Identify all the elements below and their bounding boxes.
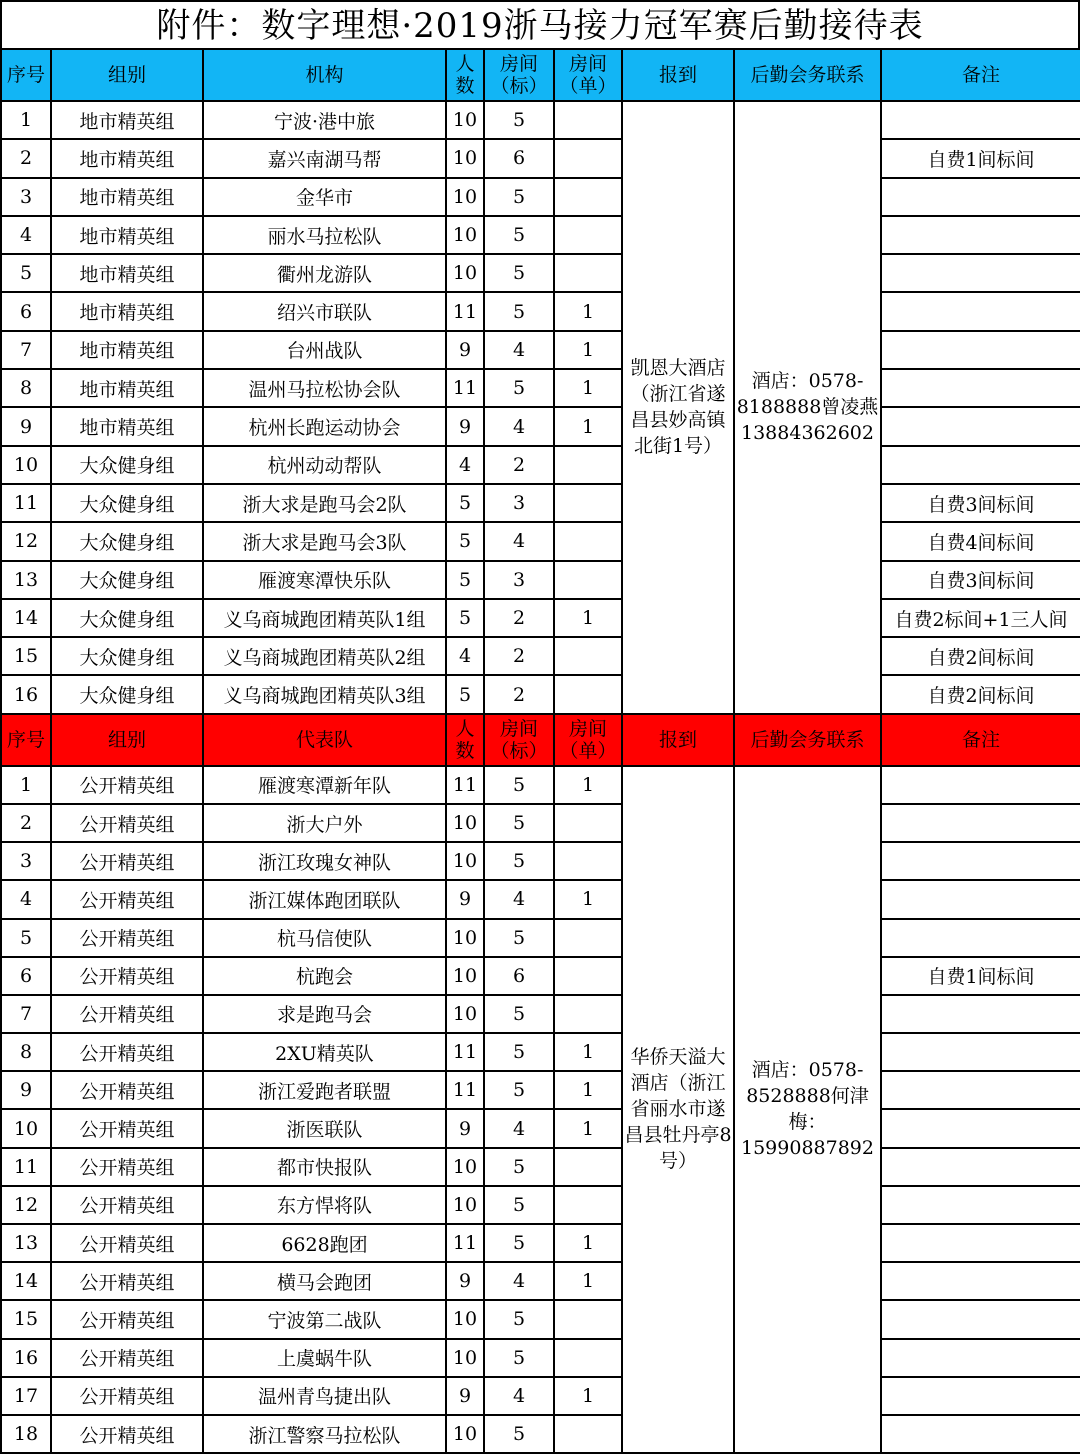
cell-people: 10	[446, 178, 484, 216]
cell-people: 10	[446, 254, 484, 292]
header-people: 人数	[446, 49, 484, 101]
cell-org: 雁渡寒潭快乐队	[203, 561, 446, 599]
cell-room-std: 5	[484, 804, 554, 842]
cell-room-single: 1	[554, 407, 622, 445]
cell-remark	[881, 1300, 1080, 1338]
cell-people: 9	[446, 880, 484, 918]
cell-room-single	[554, 1415, 622, 1453]
cell-org: 温州青鸟捷出队	[203, 1377, 446, 1415]
header-checkin: 报到	[622, 714, 734, 766]
cell-room-single	[554, 637, 622, 675]
cell-room-std: 5	[484, 1415, 554, 1453]
cell-people: 5	[446, 599, 484, 637]
cell-room-std: 5	[484, 1148, 554, 1186]
cell-group: 公开精英组	[51, 1262, 203, 1300]
cell-room-single	[554, 216, 622, 254]
table-row	[1, 766, 1080, 804]
contact-info: 酒店：0578-8528888何津梅：15990887892	[734, 766, 881, 1453]
table-row	[1, 1415, 1080, 1453]
cell-org: 浙大求是跑马会3队	[203, 522, 446, 560]
cell-remark: 自费1间标间	[881, 139, 1080, 177]
cell-org: 义乌商城跑团精英队3组	[203, 675, 446, 713]
header-room-single: 房间（单）	[554, 49, 622, 101]
cell-no: 15	[1, 1300, 51, 1338]
table-row	[1, 842, 1080, 880]
cell-remark	[881, 1262, 1080, 1300]
cell-room-single	[554, 178, 622, 216]
table-row	[1, 957, 1080, 995]
cell-room-std: 4	[484, 880, 554, 918]
contact-info: 酒店：0578-8188888曾凌燕13884362602	[734, 101, 881, 714]
cell-room-std: 2	[484, 675, 554, 713]
cell-group: 大众健身组	[51, 561, 203, 599]
cell-people: 10	[446, 842, 484, 880]
cell-people: 10	[446, 1300, 484, 1338]
cell-remark	[881, 1109, 1080, 1147]
checkin-hotel: 凯恩大酒店（浙江省遂昌县妙高镇北街1号）	[622, 101, 734, 714]
cell-room-single	[554, 919, 622, 957]
cell-group: 公开精英组	[51, 1339, 203, 1377]
cell-remark	[881, 407, 1080, 445]
cell-no: 3	[1, 178, 51, 216]
cell-no: 10	[1, 1109, 51, 1147]
cell-room-std: 5	[484, 254, 554, 292]
cell-group: 地市精英组	[51, 331, 203, 369]
table-row	[1, 216, 1080, 254]
cell-room-single	[554, 101, 622, 139]
table-row	[1, 484, 1080, 522]
cell-room-std: 5	[484, 919, 554, 957]
cell-room-std: 5	[484, 178, 554, 216]
cell-people: 10	[446, 1186, 484, 1224]
cell-no: 2	[1, 804, 51, 842]
cell-room-single: 1	[554, 1071, 622, 1109]
cell-room-single: 1	[554, 369, 622, 407]
header-group: 组别	[51, 49, 203, 101]
cell-group: 地市精英组	[51, 254, 203, 292]
cell-org: 浙医联队	[203, 1109, 446, 1147]
cell-people: 11	[446, 1071, 484, 1109]
cell-no: 5	[1, 254, 51, 292]
cell-room-std: 5	[484, 1224, 554, 1262]
cell-remark	[881, 1224, 1080, 1262]
cell-group: 地市精英组	[51, 139, 203, 177]
cell-room-single	[554, 995, 622, 1033]
cell-room-std: 5	[484, 1186, 554, 1224]
cell-org: 绍兴市联队	[203, 292, 446, 330]
cell-room-single	[554, 1339, 622, 1377]
table-row	[1, 637, 1080, 675]
header-contact: 后勤会务联系	[734, 49, 881, 101]
cell-remark	[881, 216, 1080, 254]
table-row	[1, 407, 1080, 445]
table-row	[1, 446, 1080, 484]
cell-room-single: 1	[554, 880, 622, 918]
cell-group: 公开精英组	[51, 1071, 203, 1109]
cell-people: 11	[446, 766, 484, 804]
cell-people: 10	[446, 919, 484, 957]
cell-remark	[881, 331, 1080, 369]
table-row	[1, 254, 1080, 292]
cell-no: 16	[1, 1339, 51, 1377]
cell-room-single: 1	[554, 1262, 622, 1300]
cell-people: 4	[446, 637, 484, 675]
cell-people: 5	[446, 522, 484, 560]
cell-group: 地市精英组	[51, 407, 203, 445]
cell-room-single: 1	[554, 1109, 622, 1147]
header-group: 组别	[51, 714, 203, 766]
cell-org: 横马会跑团	[203, 1262, 446, 1300]
cell-org: 都市快报队	[203, 1148, 446, 1186]
cell-remark	[881, 1339, 1080, 1377]
table-row	[1, 101, 1080, 139]
table-row	[1, 139, 1080, 177]
cell-room-single: 1	[554, 292, 622, 330]
cell-org: 义乌商城跑团精英队2组	[203, 637, 446, 675]
cell-people: 10	[446, 1148, 484, 1186]
cell-room-std: 3	[484, 561, 554, 599]
cell-remark: 自费2间标间	[881, 637, 1080, 675]
cell-remark	[881, 178, 1080, 216]
cell-no: 15	[1, 637, 51, 675]
page-title: 附件：数字理想·2019浙马接力冠军赛后勤接待表	[0, 0, 1080, 48]
table-header-row	[1, 714, 1080, 766]
header-checkin: 报到	[622, 49, 734, 101]
cell-group: 公开精英组	[51, 995, 203, 1033]
cell-org: 浙江媒体跑团联队	[203, 880, 446, 918]
cell-room-std: 5	[484, 1071, 554, 1109]
cell-org: 义乌商城跑团精英队1组	[203, 599, 446, 637]
cell-people: 10	[446, 1415, 484, 1453]
cell-remark	[881, 292, 1080, 330]
cell-org: 东方悍将队	[203, 1186, 446, 1224]
cell-remark: 自费2标间+1三人间	[881, 599, 1080, 637]
cell-room-std: 5	[484, 369, 554, 407]
cell-no: 4	[1, 216, 51, 254]
cell-group: 大众健身组	[51, 637, 203, 675]
cell-people: 9	[446, 1262, 484, 1300]
cell-room-single	[554, 1148, 622, 1186]
logistics-table	[0, 48, 1080, 1454]
cell-org: 雁渡寒潭新年队	[203, 766, 446, 804]
cell-room-std: 5	[484, 1300, 554, 1338]
cell-remark: 自费3间标间	[881, 484, 1080, 522]
cell-group: 地市精英组	[51, 216, 203, 254]
table-row	[1, 1339, 1080, 1377]
cell-room-std: 5	[484, 101, 554, 139]
cell-room-single	[554, 522, 622, 560]
table-row	[1, 561, 1080, 599]
cell-no: 6	[1, 292, 51, 330]
cell-org: 衢州龙游队	[203, 254, 446, 292]
cell-no: 1	[1, 766, 51, 804]
cell-people: 9	[446, 1109, 484, 1147]
cell-org: 台州战队	[203, 331, 446, 369]
table-row	[1, 1148, 1080, 1186]
cell-remark	[881, 446, 1080, 484]
cell-room-std: 4	[484, 1109, 554, 1147]
cell-room-std: 4	[484, 1262, 554, 1300]
cell-remark	[881, 1186, 1080, 1224]
table-row	[1, 292, 1080, 330]
cell-room-std: 4	[484, 522, 554, 560]
table-row	[1, 522, 1080, 560]
cell-org: 6628跑团	[203, 1224, 446, 1262]
cell-room-std: 5	[484, 216, 554, 254]
cell-remark	[881, 995, 1080, 1033]
cell-remark	[881, 101, 1080, 139]
cell-room-std: 4	[484, 331, 554, 369]
table-row	[1, 675, 1080, 713]
cell-group: 公开精英组	[51, 1033, 203, 1071]
cell-no: 2	[1, 139, 51, 177]
cell-remark	[881, 1415, 1080, 1453]
cell-remark: 自费3间标间	[881, 561, 1080, 599]
table-row	[1, 1186, 1080, 1224]
cell-group: 地市精英组	[51, 292, 203, 330]
cell-group: 地市精英组	[51, 178, 203, 216]
cell-no: 5	[1, 919, 51, 957]
cell-remark	[881, 1377, 1080, 1415]
cell-people: 11	[446, 1224, 484, 1262]
cell-no: 8	[1, 369, 51, 407]
table-row	[1, 1300, 1080, 1338]
header-remark: 备注	[881, 714, 1080, 766]
header-room-std: 房间（标）	[484, 714, 554, 766]
cell-people: 10	[446, 804, 484, 842]
cell-room-single: 1	[554, 1377, 622, 1415]
cell-group: 公开精英组	[51, 1377, 203, 1415]
cell-group: 公开精英组	[51, 842, 203, 880]
cell-no: 8	[1, 1033, 51, 1071]
cell-org: 金华市	[203, 178, 446, 216]
cell-group: 公开精英组	[51, 766, 203, 804]
cell-room-single: 1	[554, 331, 622, 369]
cell-group: 公开精英组	[51, 919, 203, 957]
cell-room-std: 4	[484, 1377, 554, 1415]
cell-org: 浙江爱跑者联盟	[203, 1071, 446, 1109]
cell-remark	[881, 842, 1080, 880]
cell-no: 7	[1, 995, 51, 1033]
cell-room-std: 5	[484, 1339, 554, 1377]
table-row	[1, 331, 1080, 369]
cell-org: 2XU精英队	[203, 1033, 446, 1071]
cell-org: 宁波·港中旅	[203, 101, 446, 139]
cell-people: 5	[446, 561, 484, 599]
cell-remark	[881, 804, 1080, 842]
cell-no: 11	[1, 484, 51, 522]
cell-room-single	[554, 842, 622, 880]
table-row	[1, 1224, 1080, 1262]
cell-room-single	[554, 1300, 622, 1338]
table-header-row	[1, 49, 1080, 101]
header-no: 序号	[1, 714, 51, 766]
cell-no: 10	[1, 446, 51, 484]
cell-org: 杭州动动帮队	[203, 446, 446, 484]
cell-no: 1	[1, 101, 51, 139]
cell-no: 6	[1, 957, 51, 995]
cell-room-std: 5	[484, 766, 554, 804]
cell-room-std: 2	[484, 599, 554, 637]
cell-no: 9	[1, 407, 51, 445]
cell-no: 12	[1, 1186, 51, 1224]
cell-people: 10	[446, 995, 484, 1033]
cell-org: 浙大户外	[203, 804, 446, 842]
table-row	[1, 995, 1080, 1033]
cell-org: 上虞蜗牛队	[203, 1339, 446, 1377]
header-room-single: 房间（单）	[554, 714, 622, 766]
cell-group: 大众健身组	[51, 675, 203, 713]
cell-room-std: 5	[484, 292, 554, 330]
cell-no: 4	[1, 880, 51, 918]
cell-group: 地市精英组	[51, 369, 203, 407]
cell-people: 10	[446, 216, 484, 254]
cell-room-std: 6	[484, 957, 554, 995]
cell-people: 11	[446, 1033, 484, 1071]
cell-no: 13	[1, 1224, 51, 1262]
cell-group: 公开精英组	[51, 1109, 203, 1147]
cell-no: 12	[1, 522, 51, 560]
header-org: 代表队	[203, 714, 446, 766]
table-row	[1, 1071, 1080, 1109]
header-contact: 后勤会务联系	[734, 714, 881, 766]
cell-room-single	[554, 1186, 622, 1224]
cell-remark	[881, 919, 1080, 957]
cell-org: 浙江警察马拉松队	[203, 1415, 446, 1453]
cell-group: 大众健身组	[51, 446, 203, 484]
cell-no: 7	[1, 331, 51, 369]
cell-org: 杭马信使队	[203, 919, 446, 957]
cell-room-std: 3	[484, 484, 554, 522]
cell-room-single	[554, 561, 622, 599]
cell-remark	[881, 254, 1080, 292]
cell-room-single	[554, 675, 622, 713]
header-people: 人数	[446, 714, 484, 766]
header-remark: 备注	[881, 49, 1080, 101]
cell-remark	[881, 369, 1080, 407]
cell-people: 5	[446, 484, 484, 522]
table-row	[1, 1033, 1080, 1071]
cell-room-single	[554, 446, 622, 484]
checkin-hotel: 华侨天溢大酒店（浙江省丽水市遂昌县牡丹亭8号）	[622, 766, 734, 1453]
cell-org: 杭州长跑运动协会	[203, 407, 446, 445]
cell-no: 13	[1, 561, 51, 599]
cell-remark	[881, 1071, 1080, 1109]
cell-org: 浙大求是跑马会2队	[203, 484, 446, 522]
cell-room-single	[554, 804, 622, 842]
cell-no: 11	[1, 1148, 51, 1186]
cell-people: 10	[446, 101, 484, 139]
cell-group: 公开精英组	[51, 1186, 203, 1224]
cell-group: 公开精英组	[51, 1224, 203, 1262]
cell-room-single: 1	[554, 1033, 622, 1071]
cell-org: 温州马拉松协会队	[203, 369, 446, 407]
cell-no: 14	[1, 599, 51, 637]
cell-room-std: 2	[484, 446, 554, 484]
cell-no: 16	[1, 675, 51, 713]
cell-room-single	[554, 139, 622, 177]
cell-people: 9	[446, 331, 484, 369]
cell-room-std: 2	[484, 637, 554, 675]
cell-room-std: 4	[484, 407, 554, 445]
header-org: 机构	[203, 49, 446, 101]
cell-group: 公开精英组	[51, 1148, 203, 1186]
table-row	[1, 804, 1080, 842]
cell-no: 18	[1, 1415, 51, 1453]
cell-room-single: 1	[554, 599, 622, 637]
cell-people: 11	[446, 369, 484, 407]
cell-people: 10	[446, 1339, 484, 1377]
cell-remark: 自费1间标间	[881, 957, 1080, 995]
cell-room-single	[554, 254, 622, 292]
cell-org: 浙江玫瑰女神队	[203, 842, 446, 880]
cell-people: 9	[446, 407, 484, 445]
cell-no: 17	[1, 1377, 51, 1415]
cell-room-single	[554, 957, 622, 995]
table-row	[1, 880, 1080, 918]
cell-group: 公开精英组	[51, 1300, 203, 1338]
cell-room-std: 6	[484, 139, 554, 177]
cell-people: 5	[446, 675, 484, 713]
cell-no: 14	[1, 1262, 51, 1300]
table-row	[1, 919, 1080, 957]
cell-group: 公开精英组	[51, 957, 203, 995]
table-row	[1, 1377, 1080, 1415]
cell-room-single	[554, 484, 622, 522]
cell-remark	[881, 1148, 1080, 1186]
cell-room-std: 5	[484, 995, 554, 1033]
cell-group: 公开精英组	[51, 804, 203, 842]
cell-people: 10	[446, 139, 484, 177]
table-row	[1, 1262, 1080, 1300]
table-row	[1, 599, 1080, 637]
cell-group: 地市精英组	[51, 101, 203, 139]
cell-group: 大众健身组	[51, 484, 203, 522]
cell-room-std: 5	[484, 1033, 554, 1071]
table-row	[1, 369, 1080, 407]
table-row	[1, 178, 1080, 216]
cell-group: 公开精英组	[51, 1415, 203, 1453]
cell-remark	[881, 766, 1080, 804]
cell-people: 4	[446, 446, 484, 484]
cell-remark: 自费2间标间	[881, 675, 1080, 713]
cell-remark: 自费4间标间	[881, 522, 1080, 560]
cell-org: 杭跑会	[203, 957, 446, 995]
cell-group: 公开精英组	[51, 880, 203, 918]
cell-group: 大众健身组	[51, 599, 203, 637]
cell-remark	[881, 1033, 1080, 1071]
cell-no: 3	[1, 842, 51, 880]
cell-remark	[881, 880, 1080, 918]
cell-org: 丽水马拉松队	[203, 216, 446, 254]
cell-org: 宁波第二战队	[203, 1300, 446, 1338]
cell-people: 10	[446, 957, 484, 995]
cell-people: 11	[446, 292, 484, 330]
cell-group: 大众健身组	[51, 522, 203, 560]
cell-room-std: 5	[484, 842, 554, 880]
cell-org: 求是跑马会	[203, 995, 446, 1033]
cell-no: 9	[1, 1071, 51, 1109]
header-no: 序号	[1, 49, 51, 101]
cell-room-single: 1	[554, 1224, 622, 1262]
table-row	[1, 1109, 1080, 1147]
cell-org: 嘉兴南湖马帮	[203, 139, 446, 177]
cell-room-single: 1	[554, 766, 622, 804]
cell-people: 9	[446, 1377, 484, 1415]
header-room-std: 房间（标）	[484, 49, 554, 101]
